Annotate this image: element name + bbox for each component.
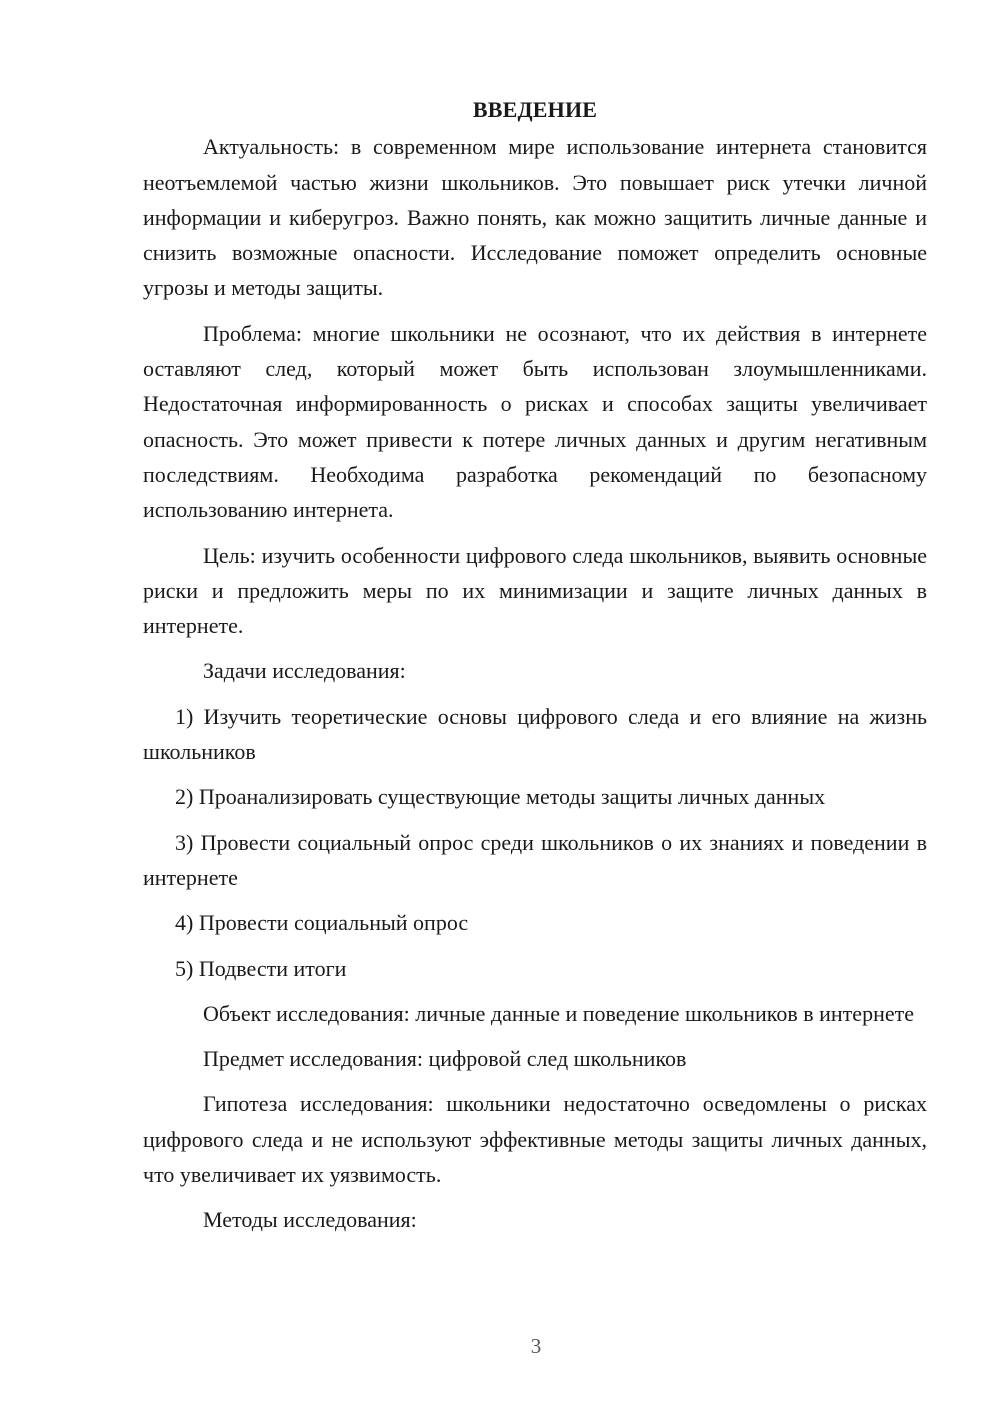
task-item-1: 1) Изучить теоретические основы цифрового следа и его влияние на жизнь школьников [143, 703, 927, 765]
paragraph-hypothesis: Гипотеза исследования: школьники недостаточно осведомлены о рисках цифрового следа и не используют эффективные методы защиты личных данных, что увеличивает их уязвимость. [143, 1091, 927, 1188]
page-title: ВВЕДЕНИЕ [472, 97, 598, 122]
paragraph-goal: Цель: изучить особенности цифрового следа школьников, выявить основные риски и предложить меры по их минимизации и защите личных данных в интернете. [143, 542, 927, 639]
page-number: 3 [530, 1334, 542, 1358]
paragraph-object: Объект исследования: личные данные и поведение школьников в интернете [203, 1000, 914, 1026]
paragraph-subject: Предмет исследования: цифровой след школьников [203, 1046, 687, 1072]
paragraph-methods-heading: Методы исследования: [203, 1207, 417, 1233]
page-body [143, 92, 927, 1248]
task-item-5: 5) Подвести итоги [175, 955, 347, 981]
paragraph-relevance: Актуальность: в современном мире использование интернета становится неотъемлемой частью жизни школьников. Это повышает риск утечки личной информации и киберугроз. Важно понять, как можно защитить личные данные и снизить возможные опасности. Исследование поможет определить основные угрозы и методы защиты. [143, 134, 927, 301]
task-item-3: 3) Провести социальный опрос среди школьников о их знаниях и поведении в интернете [143, 829, 927, 890]
paragraph-problem: Проблема: многие школьники не осознают, что их действия в интернете оставляют след, который может быть использован злоумышленниками. Недостаточная информированность о рисках и способах защиты увеличивает опасность. Это может привести к потере личных данных и другим негативным последствиям. Необходима разработка рекомендаций по безопасному использованию интернета. [143, 320, 927, 523]
paragraph-tasks-heading: Задачи исследования: [203, 658, 406, 684]
task-item-2: 2) Проанализировать существующие методы защиты личных данных [175, 784, 826, 810]
task-item-4: 4) Провести социальный опрос [175, 910, 469, 936]
